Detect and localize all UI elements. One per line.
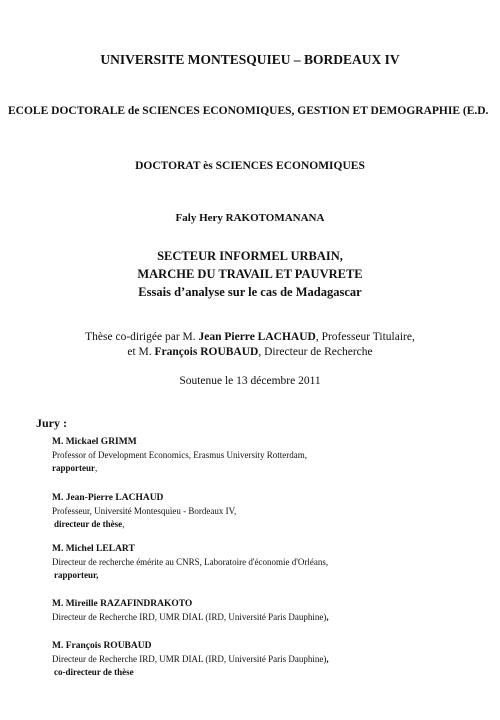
jury-member — [52, 640, 329, 679]
jury-member-role: rapporteur, — [54, 570, 99, 580]
jury-member-role-suffix: , — [95, 463, 98, 473]
supervision-line-2 — [0, 346, 500, 358]
jury-member-role: rapporteur — [52, 463, 95, 473]
supervision-suffix-1: , Professeur Titulaire, — [315, 331, 415, 343]
jury-member-affiliation-suffix: , — [326, 654, 329, 664]
jury-member-role: co-directeur de thèse — [54, 667, 134, 677]
jury-member-name: M. Mireille RAZAFINDRAKOTO — [52, 599, 193, 609]
jury-member-name: M. Michel LELART — [52, 544, 135, 554]
jury-member-role-suffix: , — [122, 519, 125, 529]
jury-member — [52, 543, 328, 582]
jury-member-affiliation: Professor of Development Economics, Erasmus University Rotterdam, — [52, 450, 307, 460]
supervision-prefix-1: Thèse co-dirigée par M. — [85, 331, 199, 343]
thesis-title-line-1: SECTEUR INFORMEL URBAIN, — [157, 249, 343, 263]
supervision-suffix-2: , Directeur de Recherche — [258, 346, 373, 358]
supervisor-name-2: François ROUBAUD — [154, 346, 259, 358]
jury-member-name: M. Mickael GRIMM — [52, 437, 137, 447]
defense-date: Soutenue le 13 décembre 2011 — [179, 375, 321, 387]
university-name: UNIVERSITE MONTESQUIEU – BORDEAUX IV — [100, 52, 400, 67]
jury-member-affiliation: Professeur, Université Montesquieu - Bordeaux IV, — [52, 506, 237, 516]
jury-member-affiliation: Directeur de Recherche IRD, UMR DIAL (IRD, Université Paris Dauphine) — [52, 612, 327, 622]
jury-member — [52, 436, 307, 475]
thesis-title-line-2: MARCHE DU TRAVAIL ET PAUVRETE — [137, 267, 363, 281]
supervision-line-1 — [0, 331, 500, 343]
jury-member — [52, 598, 329, 624]
jury-member — [52, 492, 236, 531]
supervision-prefix-2: et M. — [127, 346, 155, 358]
degree-title: DOCTORAT ès SCIENCES ECONOMIQUES — [135, 160, 365, 172]
doctoral-school: ECOLE DOCTORALE de SCIENCES ECONOMIQUES, GESTION ET DEMOGRAPHIE (E.D. — [8, 105, 489, 117]
jury-member-name: M. Jean-Pierre LACHAUD — [52, 493, 164, 503]
jury-member-name: M. François ROUBAUD — [52, 641, 152, 651]
jury-member-affiliation-suffix: , — [326, 612, 329, 622]
jury-member-affiliation: Directeur de recherche émérite au CNRS, Laboratoire d'économie d'Orléans, — [52, 557, 329, 567]
jury-heading: Jury : — [36, 416, 67, 430]
author-name: Faly Hery RAKOTOMANANA — [175, 212, 325, 224]
jury-member-affiliation: Directeur de Recherche IRD, UMR DIAL (IRD, Université Paris Dauphine) — [52, 654, 327, 664]
thesis-subtitle: Essais d’analyse sur le cas de Madagascar — [138, 285, 362, 299]
jury-member-role: directeur de thèse — [54, 519, 123, 529]
supervisor-name-1: Jean Pierre LACHAUD — [198, 331, 316, 343]
